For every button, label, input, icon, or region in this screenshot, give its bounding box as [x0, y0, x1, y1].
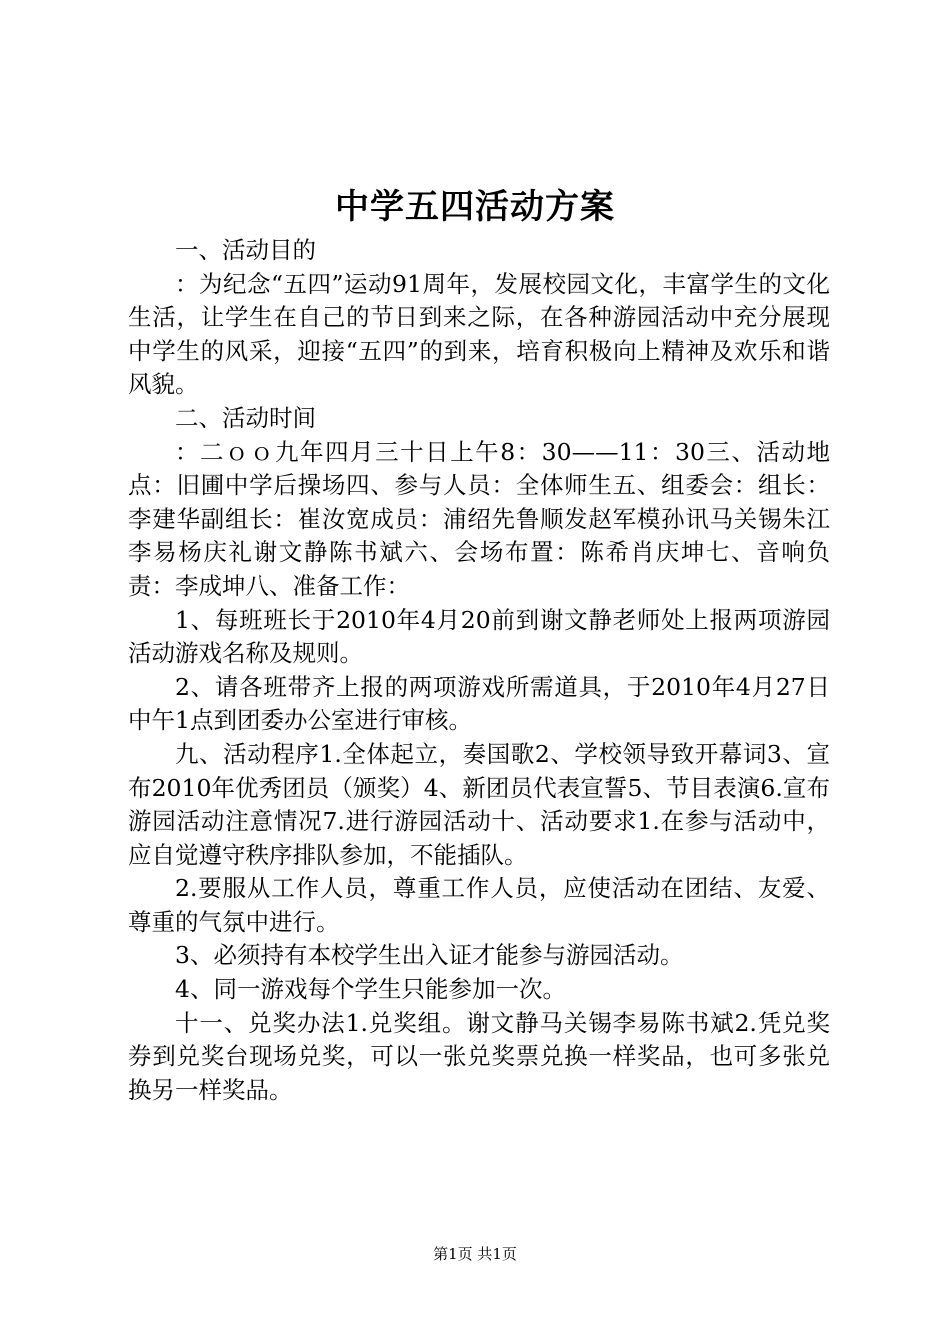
document-body	[128, 234, 830, 1107]
section-heading-time: 二、活动时间	[175, 403, 316, 432]
paragraph-preparation-2: 2、请各班带齐上报的两项游戏所需道具，于2010年4月27日中午1点到团委办公室进行审核。	[128, 672, 830, 735]
page-footer: 第1页 共1页	[433, 1245, 517, 1263]
paragraph-time-and-organization: ：二ｏｏ九年四月三十日上午8：30——11：30三、活动地点：旧圃中学后操场四、参与人员：全体师生五、组委会：组长：李建华副组长：崔汝宽成员：浦绍先鲁顺发赵军模孙讯马关锡朱江李易杨庆礼谢文静陈书斌六、会场布置：陈希肖庆坤七、音响负责：李成坤八、准备工作：	[128, 437, 830, 600]
paragraph-preparation-1: 1、每班班长于2010年4月20前到谢文静老师处上报两项游园活动游戏名称及规则。	[128, 605, 830, 668]
paragraph-requirement-3: 3、必须持有本校学生出入证才能参与游园活动。	[175, 941, 684, 970]
document-title: 中学五四活动方案	[335, 187, 615, 227]
paragraph-requirement-2: 2.要服从工作人员，尊重工作人员，应使活动在团结、友爱、尊重的气氛中进行。	[128, 874, 830, 936]
paragraph-requirement-4: 4、同一游戏每个学生只能参加一次。	[175, 975, 566, 1004]
paragraph-prize-redemption: 十一、兑奖办法1.兑奖组。谢文静马关锡李易陈书斌2.凭兑奖券到兑奖台现场兑奖，可以一张兑奖票兑换一样奖品，也可多张兑换另一样奖品。	[128, 1008, 830, 1104]
paragraph-program-and-requirements: 九、活动程序1.全体起立，奏国歌2、学校领导致开幕词3、宣布2010年优秀团员（颁奖）4、新团员代表宣誓5、节目表演6.宣布游园活动注意情况7.进行游园活动十、活动要求1.在参与活动中，应自觉遵守秩序排队参加，不能插队。	[128, 739, 830, 869]
section-heading-purpose: 一、活动目的	[175, 236, 316, 264]
paragraph-purpose: ：为纪念“五四”运动91周年，发展校园文化，丰富学生的文化生活，让学生在自己的节日到来之际，在各种游园活动中充分展现中学生的风采，迎接“五四”的到来，培育积极向上精神及欢乐和谐风貌。	[128, 269, 830, 399]
